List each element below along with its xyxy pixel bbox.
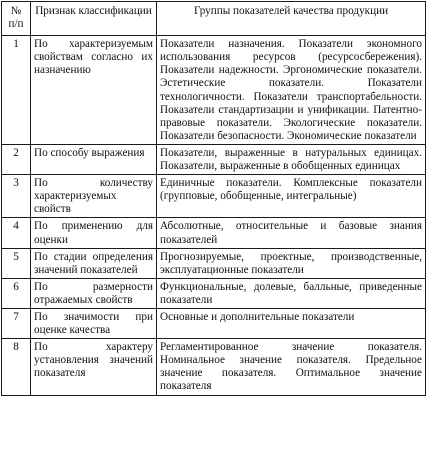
row-groups: Прогнозируемые, проектные, производственные, эксплуатационные показатели [157,248,426,278]
table-row [2,278,426,308]
row-groups: Показатели, выраженные в натуральных единицах. Показатели, выраженные в обобщенных единицах [157,144,426,174]
table-row [2,218,426,248]
table-row [2,144,426,174]
header-row [2,2,426,36]
row-groups: Функциональные, долевые, балльные, приведенные показатели [157,278,426,308]
row-groups: Показатели назначения. Показатели экономного использования ресурсов (ресурсосбережения). Показатели надежности. Эргономические показатели. Эстетические показатели. Показатели технологичности. Показатели транспортабельности. Показатели стандартизации и унификации. Патентно-правовые показатели. Экологические показатели. Показатели безопасности. Экономические показатели [157,36,426,145]
row-groups: Регламентированное значение показателя. Номинальное значение показателя. Предельное значение показателя. Оптимальное значение показателя [157,339,426,395]
header-number: № п/п [2,2,31,36]
row-feature: По значимости при оценке качества [31,308,157,338]
row-feature: По характеризуемым свойствам согласно их назначению [31,36,157,145]
header-feature: Признак классификации [31,2,157,36]
table-row [2,248,426,278]
table-row [2,175,426,218]
row-feature: По характеру установления значений показателя [31,339,157,395]
row-feature: По стадии определения значений показателей [31,248,157,278]
row-number: 5 [2,248,31,278]
table-row [2,339,426,395]
row-feature: По применению для оценки [31,218,157,248]
header-groups: Группы показателей качества продукции [157,2,426,36]
row-feature: По способу выражения [31,144,157,174]
table-row [2,36,426,145]
row-number: 2 [2,144,31,174]
table-body [2,36,426,395]
row-number: 7 [2,308,31,338]
row-feature: По размерности отражаемых свойств [31,278,157,308]
row-number: 4 [2,218,31,248]
table-header [2,2,426,36]
table-row [2,308,426,338]
row-groups: Основные и дополнительные показатели [157,308,426,338]
row-groups: Абсолютные, относительные и базовые знания показателей [157,218,426,248]
row-number: 8 [2,339,31,395]
row-number: 1 [2,36,31,145]
classification-table [1,1,426,396]
row-feature: По количеству характеризуемых свойств [31,175,157,218]
row-number: 3 [2,175,31,218]
row-groups: Единичные показатели. Комплексные показатели (групповые, обобщенные, интегральные) [157,175,426,218]
row-number: 6 [2,278,31,308]
